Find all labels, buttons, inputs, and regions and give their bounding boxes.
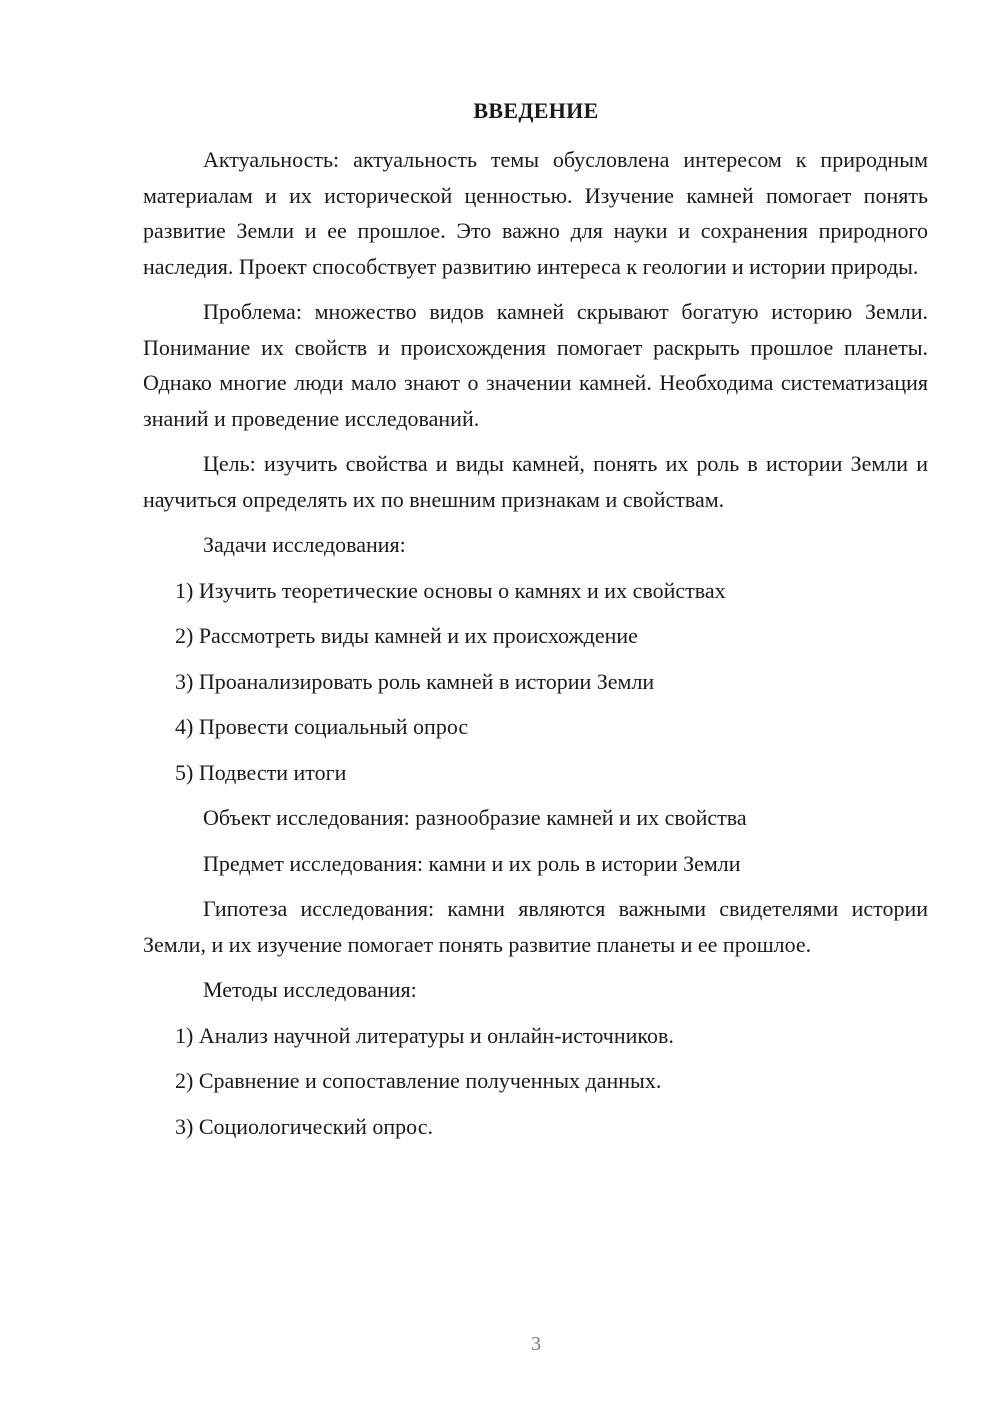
paragraph-problem: Проблема: множество видов камней скрывают богатую историю Земли. Понимание их свойств и происхождения помогает раскрыть прошлое планеты. Однако многие люди мало знают о значении камней. Необходима систематизация знаний и проведение исследований. [143, 299, 928, 431]
paragraph-object: Объект исследования: разнообразие камней и их свойства [203, 805, 747, 830]
paragraph-subject: Предмет исследования: камни и их роль в истории Земли [203, 850, 741, 876]
task-item-5: 5) Подвести итоги [175, 759, 347, 785]
method-item-1: 1) Анализ научной литературы и онлайн-источников. [175, 1022, 674, 1048]
method-item-3: 3) Социологический опрос. [175, 1113, 433, 1139]
section-heading: ВВЕДЕНИЕ [473, 98, 599, 123]
paragraph-relevance: Актуальность: актуальность темы обусловлена интересом к природным материалам и их исторической ценностью. Изучение камней помогает понять развитие Земли и ее прошлое. Это важно для науки и сохранения природного наследия. Проект способствует развитию интереса к геологии и истории природы. [143, 147, 928, 279]
task-item-3: 3) Проанализировать роль камней в истории Земли [175, 668, 655, 694]
paragraph-hypothesis: Гипотеза исследования: камни являются важными свидетелями истории Земли, и их изучение помогает понять развитие планеты и ее прошлое. [143, 896, 928, 957]
tasks-heading: Задачи исследования: [203, 532, 406, 557]
paragraph-goal: Цель: изучить свойства и виды камней, понять их роль в истории Земли и научиться определять их по внешним признакам и свойствам. [143, 451, 928, 512]
task-item-2: 2) Рассмотреть виды камней и их происхождение [175, 623, 638, 648]
method-item-2: 2) Сравнение и сопоставление полученных данных. [175, 1068, 662, 1093]
document-body [143, 142, 928, 1154]
task-item-1: 1) Изучить теоретические основы о камнях и их свойствах [175, 577, 726, 603]
page-number: 3 [531, 1333, 541, 1355]
methods-heading: Методы исследования: [203, 977, 417, 1002]
task-item-4: 4) Провести социальный опрос [175, 714, 469, 739]
